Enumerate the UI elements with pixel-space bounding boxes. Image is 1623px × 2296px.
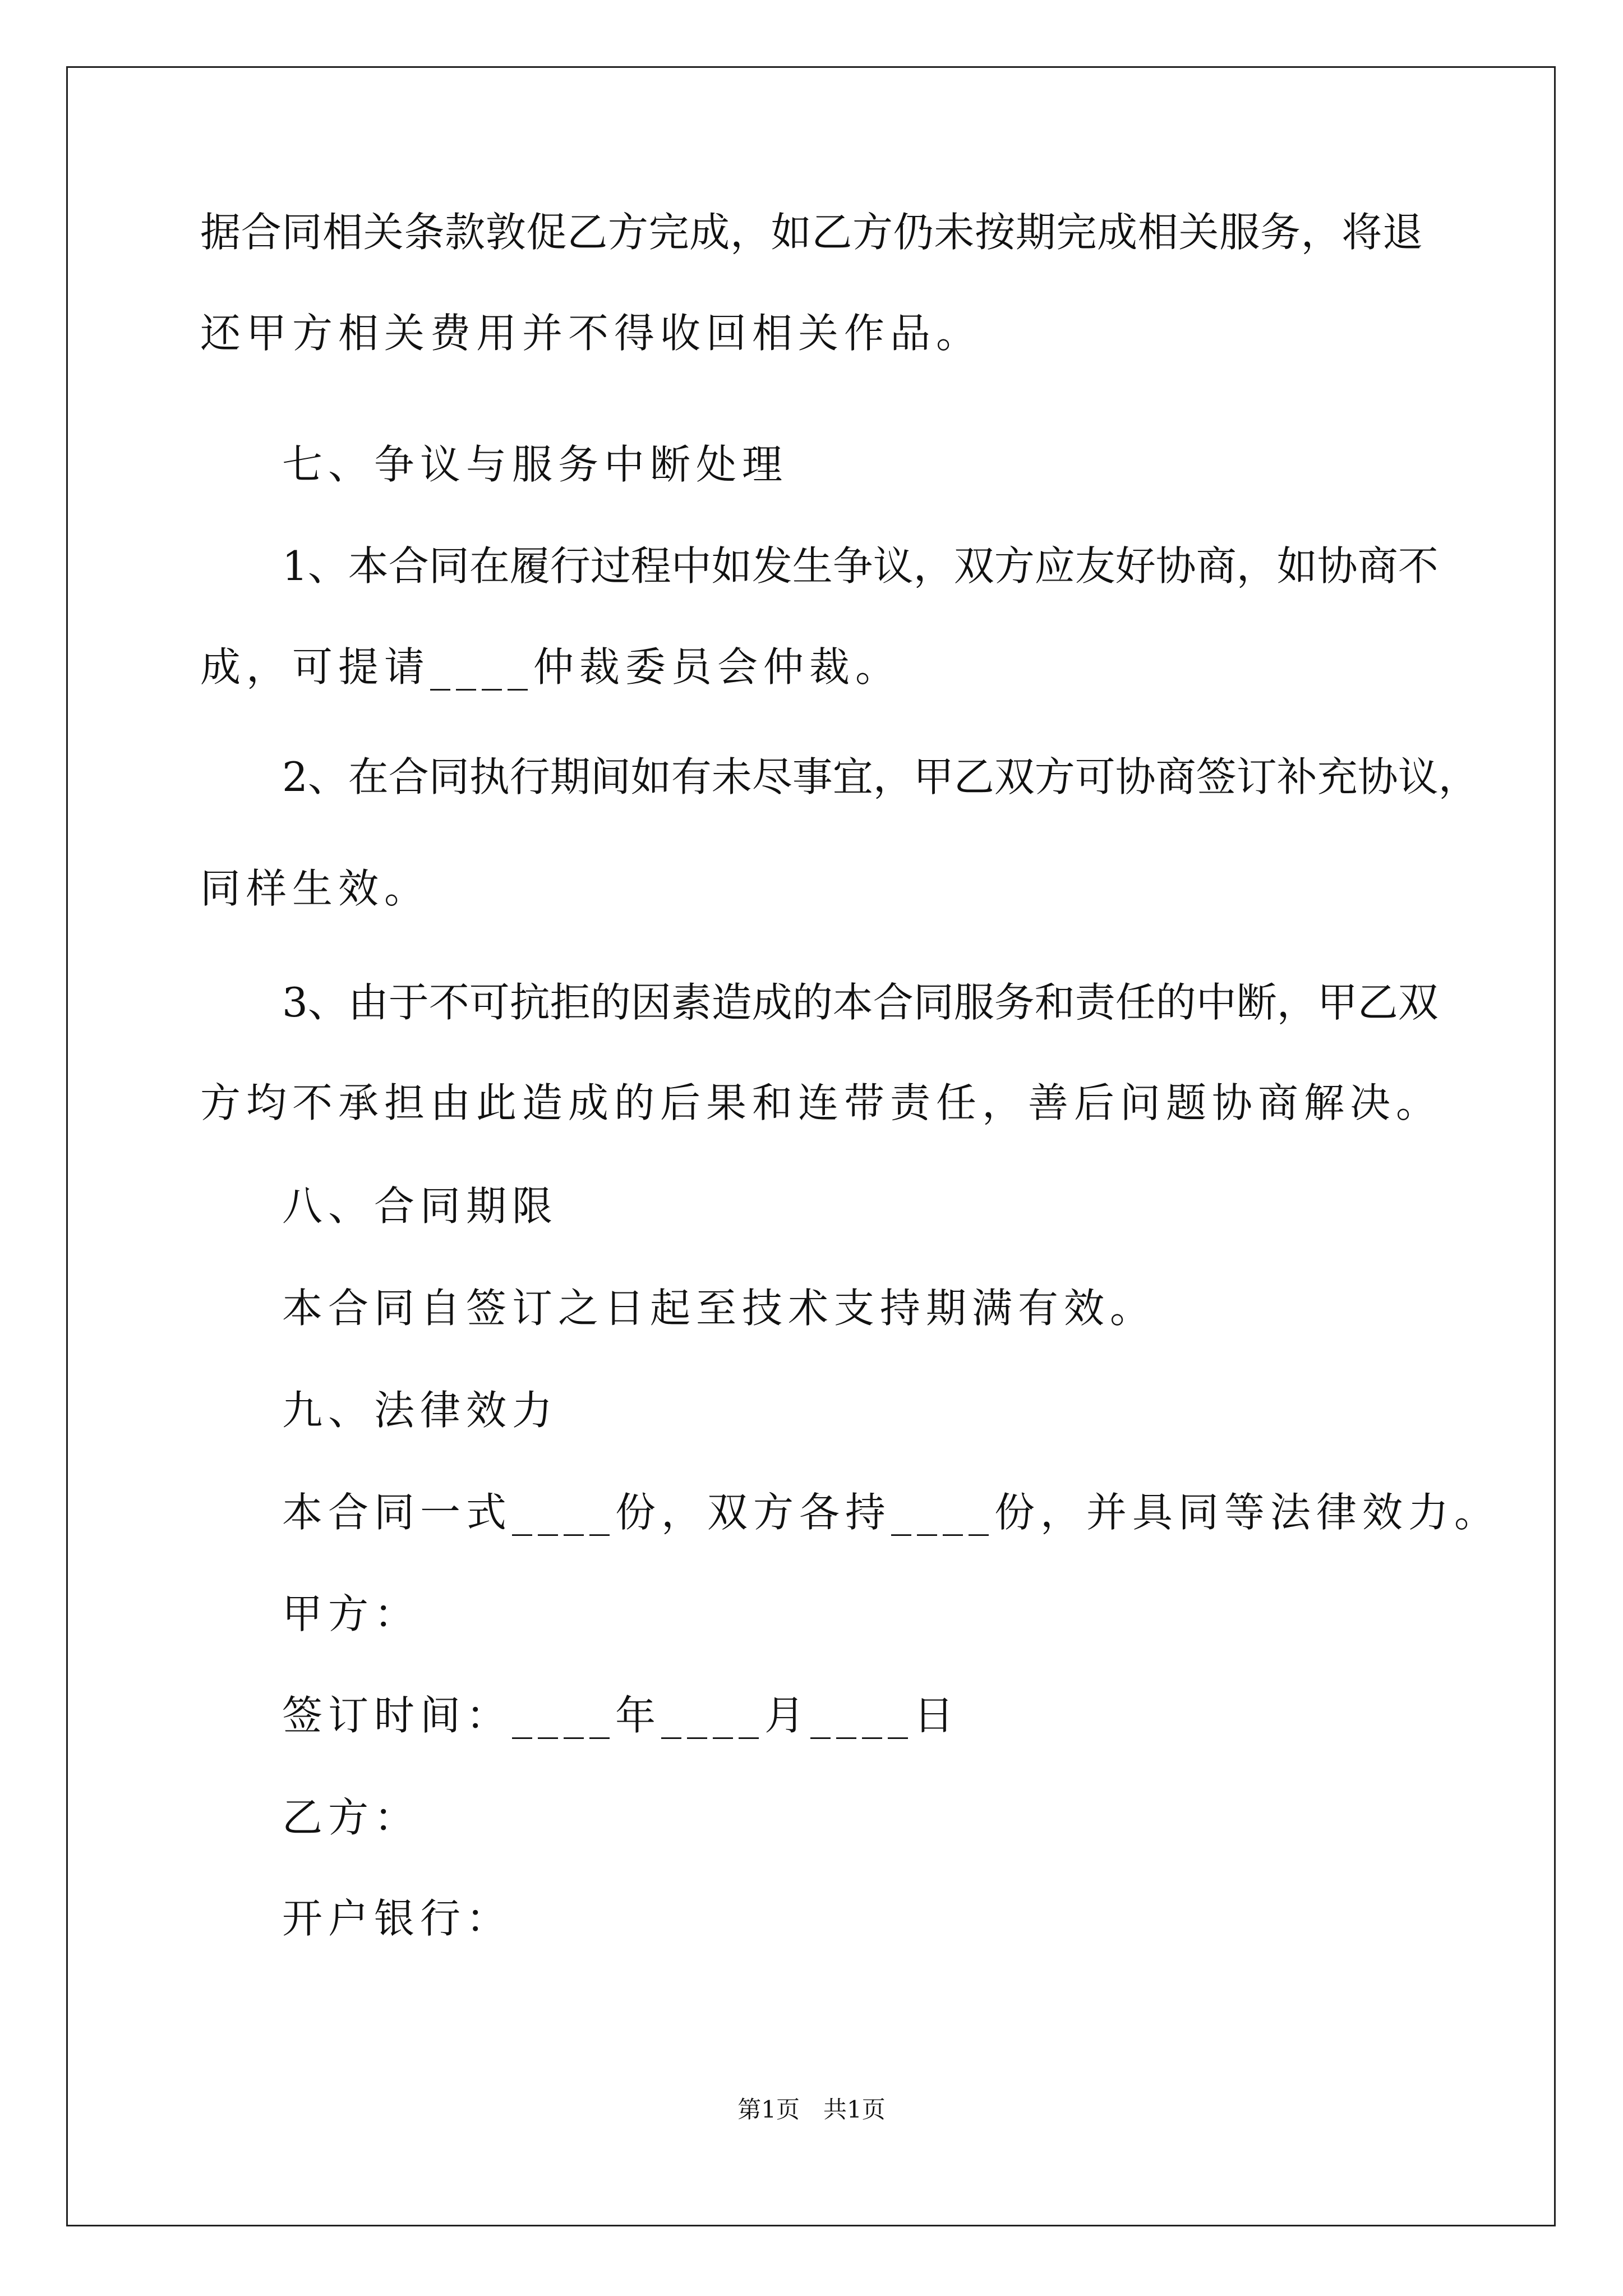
paragraph-line: 据合同相关条款敦促乙方完成，如乙方仍未按期完成相关服务，将退 (200, 209, 1423, 256)
paragraph-line: 同样生效。 (200, 865, 431, 912)
paragraph-line: 3、由于不可抗拒的因素造成的本合同服务和责任的中断，甲乙双 (282, 979, 1438, 1026)
paragraph-line: 本合同一式____份，双方各持____份，并具同等法律效力。 (282, 1489, 1501, 1536)
paragraph-line: 2、在合同执行期间如有未尽事宜，甲乙双方可协商签订补充协议， (282, 753, 1479, 800)
signing-date-line: 签订时间：____年____月____日 (282, 1692, 960, 1739)
party-a-label: 甲方： (282, 1590, 421, 1637)
paragraph-line: 成，可提请____仲裁委员会仲裁。 (200, 643, 902, 691)
page-number: 第1页 共1页 (737, 2096, 886, 2123)
paragraph-line: 还甲方相关费用并不得收回相关作品。 (200, 310, 983, 357)
section-heading: 八、合同期限 (282, 1182, 559, 1230)
section-heading: 九、法律效力 (282, 1387, 559, 1434)
paragraph-line: 1、本合同在履行过程中如发生争议，双方应友好协商，如协商不 (282, 542, 1438, 590)
paragraph-line: 方均不承担由此造成的后果和连带责任，善后问题协商解决。 (200, 1079, 1442, 1126)
paragraph-line: 本合同自签订之日起至技术支持期满有效。 (282, 1285, 1156, 1332)
section-heading: 七、争议与服务中断处理 (282, 441, 789, 488)
bank-label: 开户银行： (282, 1895, 513, 1942)
party-b-label: 乙方： (282, 1794, 421, 1841)
